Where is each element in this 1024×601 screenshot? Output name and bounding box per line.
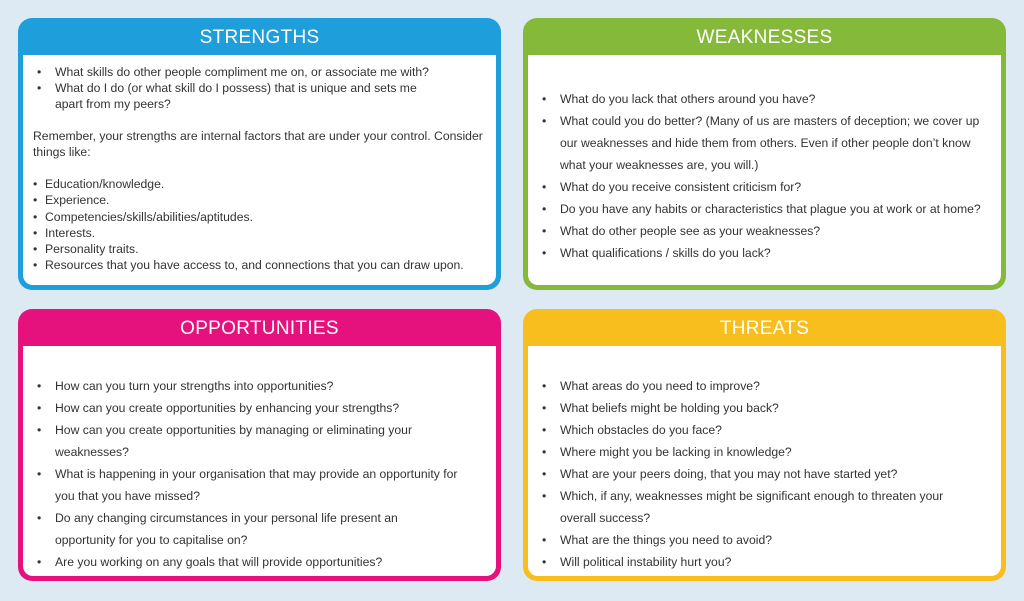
list-item: • What skills do other people compliment me on, or associate me with? [33,64,486,80]
list-item: • Competencies/skills/abilities/aptitudes. [33,209,486,225]
list-item: • Where might you be lacking in knowledge? [538,441,961,463]
strengths-questions [33,64,486,112]
list-item: • Interests. [33,225,486,241]
threats-list [538,375,991,573]
list-item: • What do I do (or what skill do I possess) that is unique and sets me apart from my peers? [33,80,486,112]
opportunities-list [33,375,486,573]
list-item: • Personality traits. [33,241,486,257]
list-item: • Which obstacles do you face? [538,419,961,441]
threats-body [528,346,1001,576]
strengths-remember: Remember, your strengths are internal factors that are under your control. Consider things like: [33,129,483,159]
list-item: • What do other people see as your weaknesses? [538,220,991,242]
opportunities-card [18,309,501,581]
list-item: • What areas do you need to improve? [538,375,961,397]
list-item: • What qualifications / skills do you lack? [538,242,991,264]
weaknesses-title: WEAKNESSES [696,27,833,48]
threats-title: THREATS [719,318,810,339]
list-item: • How can you create opportunities by managing or eliminating your weaknesses? [33,419,466,463]
strengths-body [23,55,496,285]
list-item: • Do you have any habits or characteristics that plague you at work or at home? [538,198,991,220]
list-item: • What are the things you need to avoid? [538,529,961,551]
list-item: • What are your peers doing, that you may not have started yet? [538,463,961,485]
list-item: • What could you do better? (Many of us are masters of deception; we cover up our weaknesses and hide them from others. Even if other people don’t know what your weaknesses are, you will.) [538,110,991,176]
opportunities-title: OPPORTUNITIES [180,318,339,339]
list-item: • What do you lack that others around you have? [538,88,991,110]
list-item: • Do any changing circumstances in your personal life present an opportunity for you to capitalise on? [33,507,466,551]
threats-card [523,309,1006,581]
list-item: • How can you turn your strengths into opportunities? [33,375,466,397]
list-item: • How can you create opportunities by enhancing your strengths? [33,397,466,419]
list-item: • Resources that you have access to, and connections that you can draw upon. [33,257,486,273]
weaknesses-body [528,55,1001,285]
list-item: • Will political instability hurt you? [538,551,961,573]
weaknesses-card [523,18,1006,290]
list-item: • What is happening in your organisation that may provide an opportunity for you that you have missed? [33,463,466,507]
list-item: • What beliefs might be holding you back? [538,397,961,419]
strengths-title: STRENGTHS [199,27,320,48]
list-item: • Experience. [33,192,486,208]
list-item: • Education/knowledge. [33,176,486,192]
opportunities-body [23,346,496,576]
strengths-card [18,18,501,290]
list-item: • What do you receive consistent criticism for? [538,176,991,198]
weaknesses-list [538,88,991,264]
strengths-things [33,176,486,274]
list-item: • Which, if any, weaknesses might be significant enough to threaten your overall success? [538,485,961,529]
list-item: • Are you working on any goals that will provide opportunities? [33,551,466,573]
